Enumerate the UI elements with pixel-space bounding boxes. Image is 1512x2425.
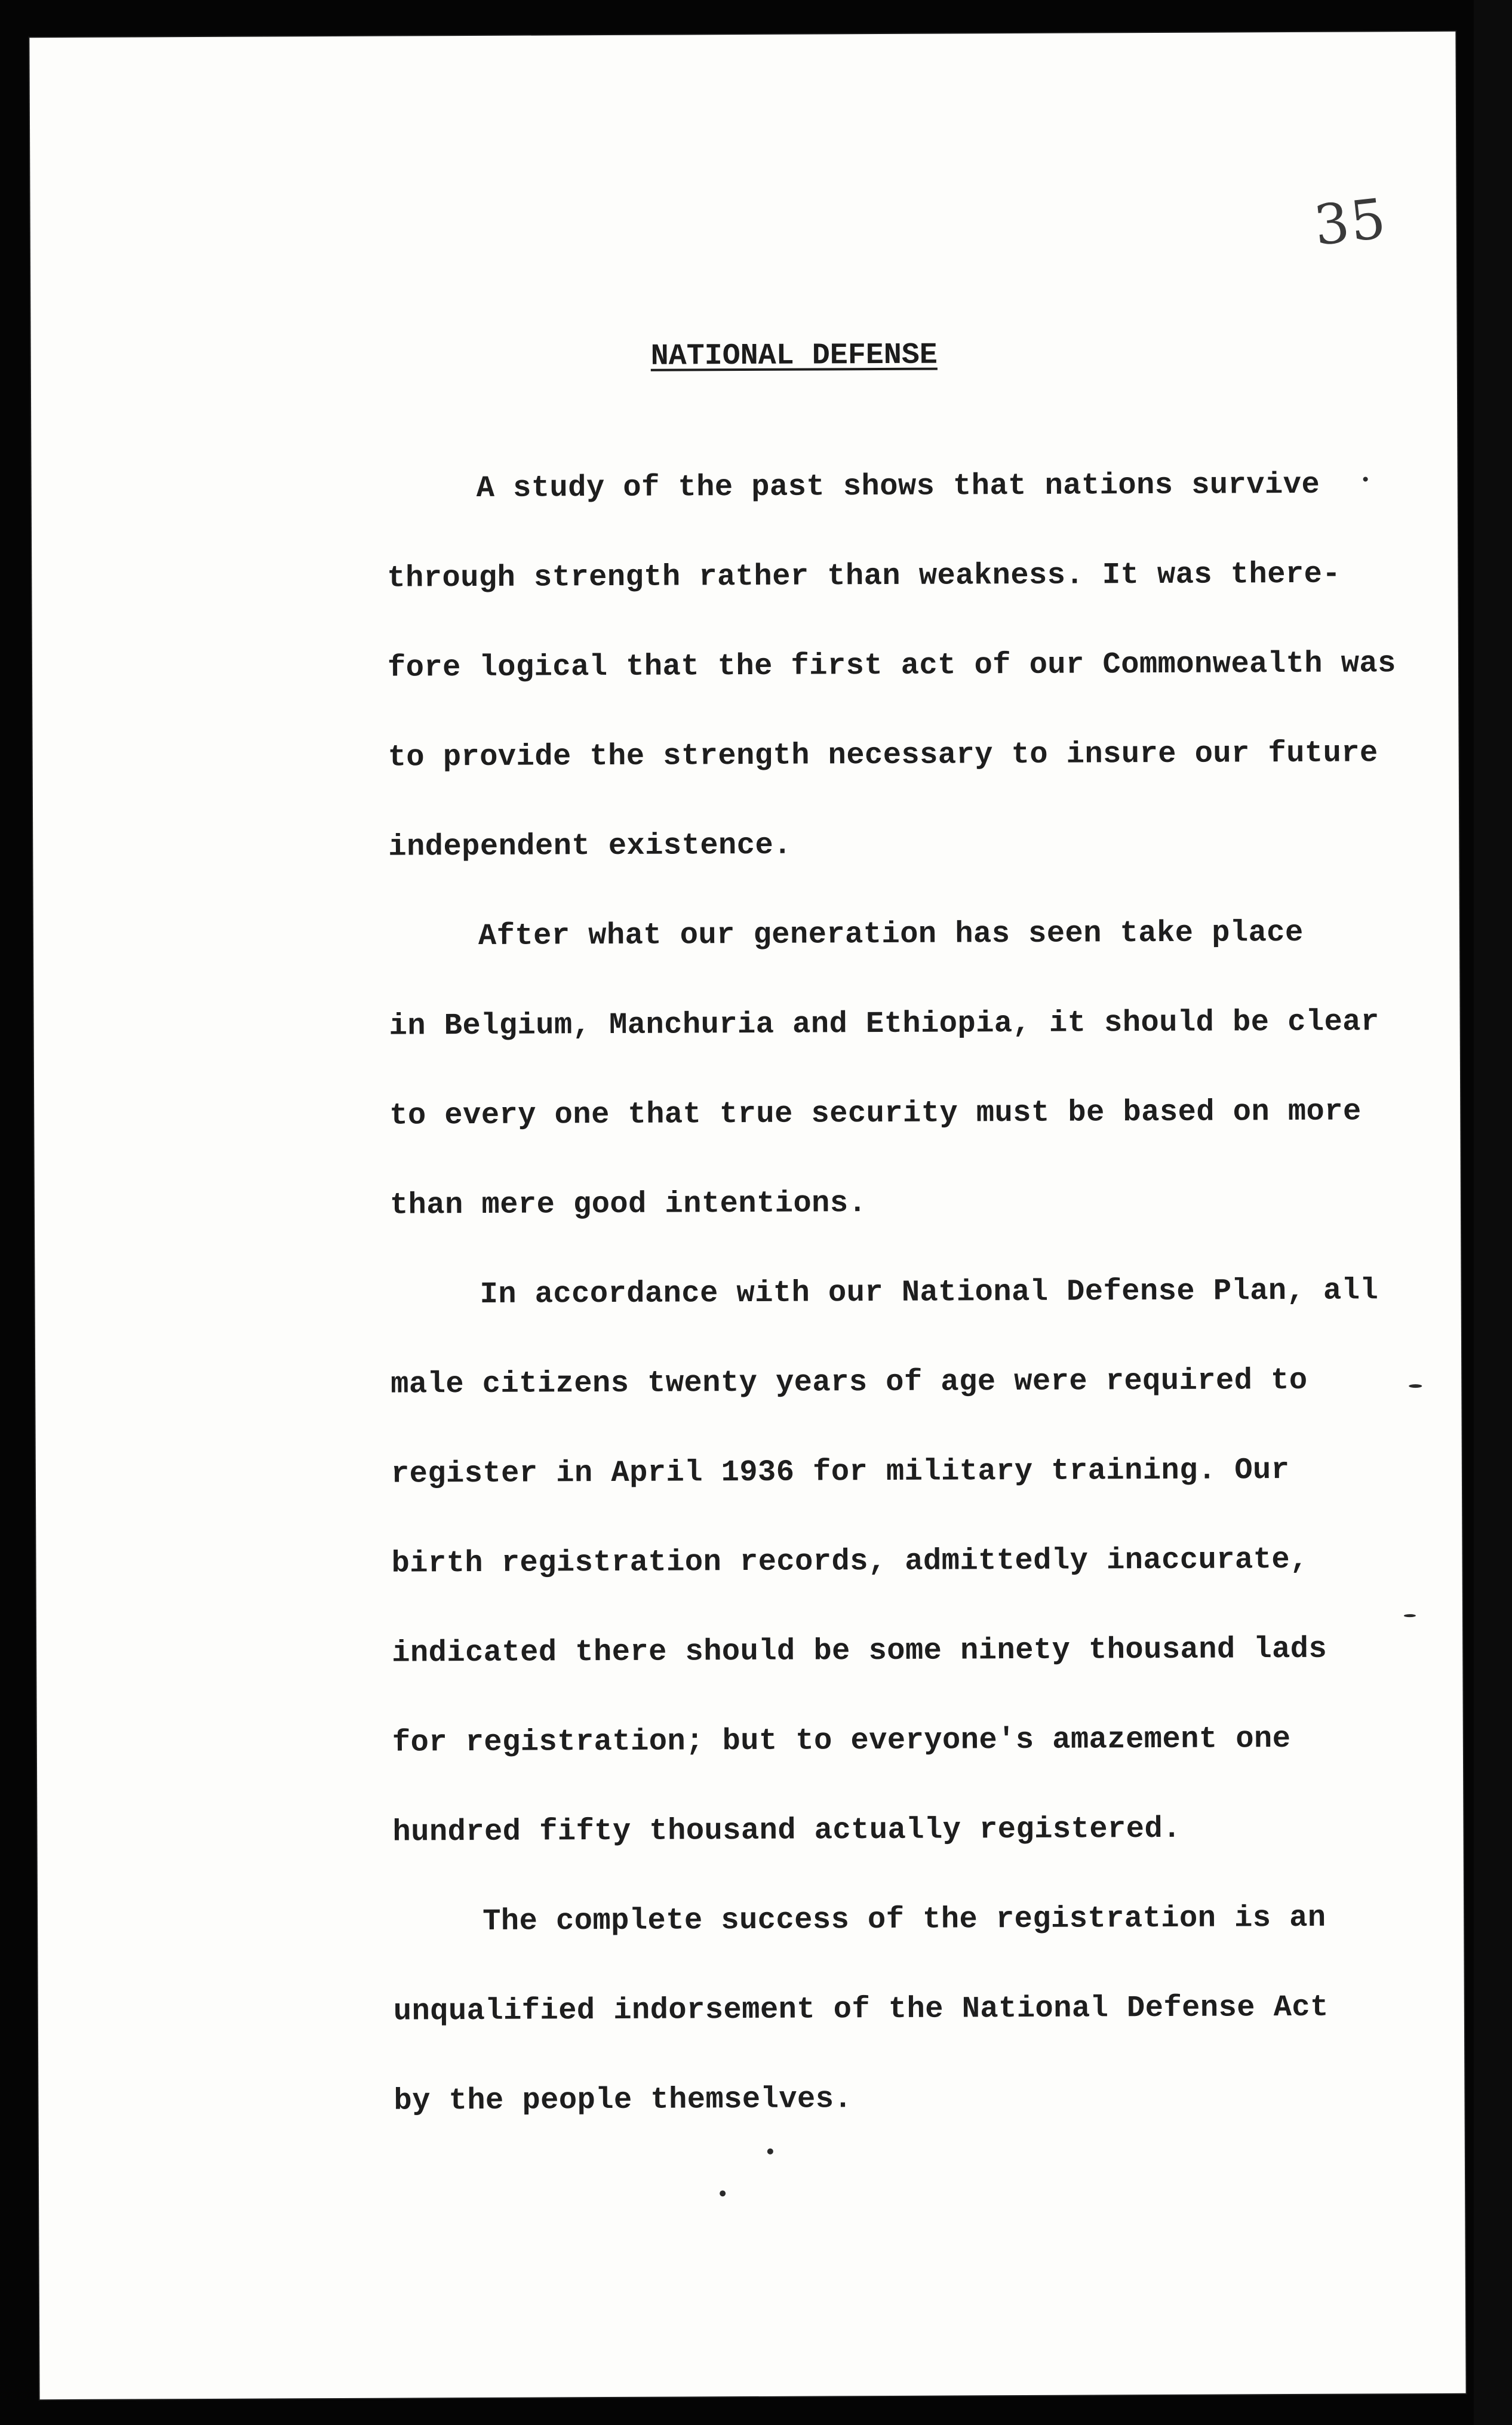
text-line: hundred fifty thousand actually registered. [392,1812,1181,1850]
paper-speck [720,2190,726,2196]
paper-speck [1404,1614,1416,1617]
text-line: male citizens twenty years of age were required to [391,1363,1308,1402]
text-line: independent existence. [388,828,792,865]
text-line: in Belgium, Manchuria and Ethiopia, it should be clear [389,1005,1379,1044]
paper-speck [1409,1384,1422,1388]
text-line: fore logical that the first act of our Commonwealth was [387,647,1396,686]
text-line: for registration; but to everyone's amazement one [392,1722,1291,1760]
text-line: unqualified indorsement of the National Defense Act [393,1990,1329,2029]
text-line: to provide the strength necessary to insure our future [388,736,1378,775]
text-line: birth registration records, admittedly inaccurate, [391,1542,1308,1581]
document-title: NATIONAL DEFENSE [650,338,938,374]
text-line: register in April 1936 for military training. Our [391,1453,1290,1492]
text-line: by the people themselves. [394,2082,853,2119]
text-line: to every one that true security must be based on more [389,1095,1362,1133]
text-line: indicated there should be some ninety thousand lads [392,1632,1327,1671]
text-line: In accordance with our National Defense Plan, all [480,1274,1379,1312]
text-line: than mere good intentions. [389,1187,867,1223]
paper-speck [1363,477,1368,481]
binding-edge [1474,0,1512,2425]
paper-speck [767,2149,773,2154]
handwritten-page-number: 35 [1311,186,1390,258]
text-line: After what our generation has seen take place [478,915,1304,954]
text-line: The complete success of the registration is an [483,1901,1326,1939]
text-line: through strength rather than weakness. It was there- [387,557,1341,596]
document-page [29,32,1465,2399]
text-line: A study of the past shows that nations survive [476,468,1320,506]
